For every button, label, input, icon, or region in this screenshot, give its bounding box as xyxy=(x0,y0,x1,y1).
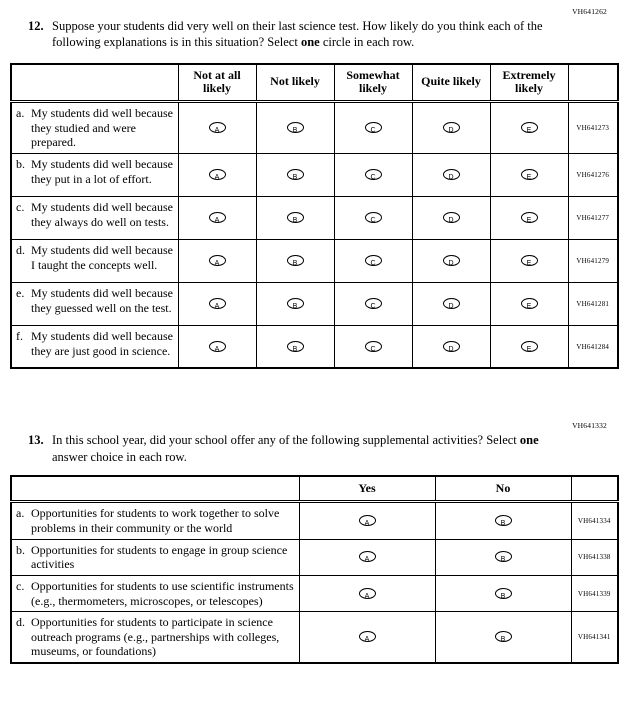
row-letter: e. xyxy=(16,285,25,300)
row-text: Opportunities for students to participate in science outreach programs (e.g., partnerships with colleges, museums, or foundations) xyxy=(31,615,280,659)
column-header-yes: Yes xyxy=(299,476,435,502)
row-code: VH641276 xyxy=(568,153,618,196)
question-12-prompt xyxy=(10,17,617,63)
question-12-code: VH641262 xyxy=(572,7,607,16)
row-label xyxy=(11,575,299,611)
column-header-not-at-all-likely: Not at all likely xyxy=(178,64,256,102)
response-circle[interactable]: C xyxy=(365,122,382,133)
row-code: VH641273 xyxy=(568,102,618,154)
response-circle[interactable]: C xyxy=(365,212,382,223)
row-text: My students did well because they are just good in science. xyxy=(31,328,173,358)
response-circle[interactable]: C xyxy=(365,298,382,309)
row-letter: c. xyxy=(16,578,25,593)
question-13-prompt xyxy=(10,431,617,475)
response-circle-no[interactable]: B xyxy=(495,551,512,562)
response-circle-yes[interactable]: A xyxy=(359,588,376,599)
row-label xyxy=(11,196,178,239)
row-code: VH641284 xyxy=(568,325,618,368)
header-row xyxy=(11,476,618,502)
response-circle[interactable]: C xyxy=(365,255,382,266)
response-circle[interactable]: B xyxy=(287,122,304,133)
row-label xyxy=(11,153,178,196)
response-circle[interactable]: B xyxy=(287,255,304,266)
header-code-column xyxy=(568,64,618,102)
response-circle[interactable]: E xyxy=(521,255,538,266)
row-letter: c. xyxy=(16,199,25,214)
table-row-b xyxy=(11,153,618,196)
row-label xyxy=(11,612,299,663)
response-circle-no[interactable]: B xyxy=(495,631,512,642)
row-text: My students did well because they always do well on tests. xyxy=(31,199,173,229)
response-circle[interactable]: A xyxy=(209,298,226,309)
question-13-text xyxy=(52,432,557,465)
question-12-text xyxy=(52,18,580,51)
row-code: VH641277 xyxy=(568,196,618,239)
prompt-suffix: circle in each row. xyxy=(319,35,415,50)
table-row-d xyxy=(11,612,618,663)
response-circle-no[interactable]: B xyxy=(495,588,512,599)
response-circle[interactable]: C xyxy=(365,341,382,352)
row-letter: a. xyxy=(16,106,25,121)
table-row-e xyxy=(11,282,618,325)
header-stub xyxy=(11,476,299,502)
response-circle[interactable]: A xyxy=(209,212,226,223)
row-label xyxy=(11,102,178,154)
response-circle[interactable]: D xyxy=(443,122,460,133)
row-letter: f. xyxy=(16,328,23,343)
response-circle[interactable]: D xyxy=(443,212,460,223)
row-text: My students did well because they studied and were prepared. xyxy=(31,106,173,150)
header-row xyxy=(11,64,618,102)
row-label xyxy=(11,282,178,325)
prompt-bold-word: one xyxy=(519,433,539,448)
question-12-number: 12. xyxy=(28,19,44,33)
column-header-somewhat-likely: Somewhat likely xyxy=(334,64,412,102)
question-13-code: VH641332 xyxy=(572,421,607,431)
response-circle-no[interactable]: B xyxy=(495,515,512,526)
row-code: VH641281 xyxy=(568,282,618,325)
row-letter: b. xyxy=(16,542,25,557)
response-circle[interactable]: B xyxy=(287,169,304,180)
response-circle[interactable]: D xyxy=(443,255,460,266)
response-circle[interactable]: D xyxy=(443,298,460,309)
question-13-table xyxy=(10,475,619,664)
row-letter: d. xyxy=(16,242,25,257)
table-row-a xyxy=(11,102,618,154)
response-circle[interactable]: E xyxy=(521,298,538,309)
table-row-c xyxy=(11,575,618,611)
response-circle[interactable]: D xyxy=(443,341,460,352)
response-circle[interactable]: E xyxy=(521,341,538,352)
table-row-f xyxy=(11,325,618,368)
row-text: My students did well because I taught the concepts well. xyxy=(31,242,173,272)
row-letter: d. xyxy=(16,615,25,630)
response-circle[interactable]: A xyxy=(209,255,226,266)
row-text: My students did well because they guessed well on the test. xyxy=(31,285,173,315)
response-circle[interactable]: A xyxy=(209,341,226,352)
response-circle-yes[interactable]: A xyxy=(359,631,376,642)
column-header-no: No xyxy=(435,476,571,502)
column-header-not-likely: Not likely xyxy=(256,64,334,102)
header-stub xyxy=(11,64,178,102)
table-row-b xyxy=(11,539,618,575)
prompt-prefix: Suppose your students did very well on their last science test. How likely do you think each of the following explanations is in this situation? Select xyxy=(52,19,543,50)
table-row-a xyxy=(11,502,618,539)
row-code: VH641341 xyxy=(571,612,618,663)
response-circle[interactable]: E xyxy=(521,122,538,133)
row-text: Opportunities for students to work together to solve problems in their community or the world xyxy=(31,506,280,536)
response-circle[interactable]: B xyxy=(287,298,304,309)
response-circle-yes[interactable]: A xyxy=(359,551,376,562)
row-text: Opportunities for students to engage in group science activities xyxy=(31,542,288,572)
column-header-quite-likely: Quite likely xyxy=(412,64,490,102)
row-letter: a. xyxy=(16,506,25,521)
prompt-prefix: In this school year, did your school offer any of the following supplemental activities? Select xyxy=(52,433,520,448)
response-circle[interactable]: E xyxy=(521,212,538,223)
response-circle[interactable]: C xyxy=(365,169,382,180)
row-label xyxy=(11,239,178,282)
row-code: VH641339 xyxy=(571,575,618,611)
row-label xyxy=(11,502,299,539)
row-code: VH641334 xyxy=(571,502,618,539)
response-circle[interactable]: D xyxy=(443,169,460,180)
row-letter: b. xyxy=(16,156,25,171)
response-circle[interactable]: B xyxy=(287,212,304,223)
question-13-section xyxy=(10,421,617,664)
table-row-c xyxy=(11,196,618,239)
row-label xyxy=(11,325,178,368)
prompt-bold-word: one xyxy=(300,35,320,50)
question-13-number: 13. xyxy=(28,433,44,448)
row-text: My students did well because they put in a lot of effort. xyxy=(31,156,173,186)
header-code-column xyxy=(571,476,618,502)
response-circle[interactable]: B xyxy=(287,341,304,352)
table-row-d xyxy=(11,239,618,282)
response-circle[interactable]: A xyxy=(209,169,226,180)
row-code: VH641279 xyxy=(568,239,618,282)
response-circle-yes[interactable]: A xyxy=(359,515,376,526)
response-circle[interactable]: E xyxy=(521,169,538,180)
column-header-extremely-likely: Extremely likely xyxy=(490,64,568,102)
row-label xyxy=(11,539,299,575)
row-text: Opportunities for students to use scientific instruments (e.g., thermometers, microscopes, or telescopes) xyxy=(31,578,294,608)
response-circle[interactable]: A xyxy=(209,122,226,133)
question-12-section xyxy=(10,7,617,369)
question-12-table xyxy=(10,63,619,370)
prompt-suffix: answer choice in each row. xyxy=(52,449,187,464)
row-code: VH641338 xyxy=(571,539,618,575)
